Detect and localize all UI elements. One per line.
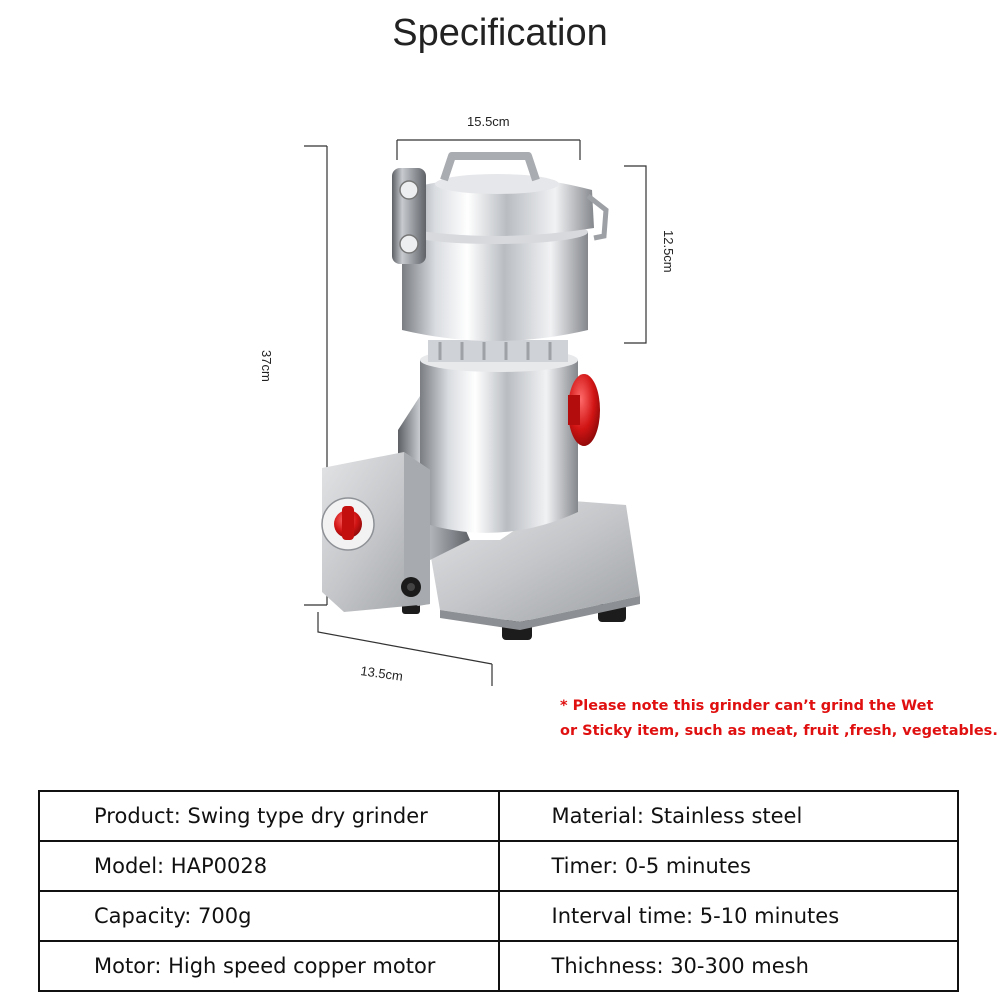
spec-product: Product: Swing type dry grinder (39, 791, 499, 841)
warning-note (560, 694, 998, 744)
spec-thickness: Thichness: 30-300 mesh (499, 941, 959, 991)
spec-timer: Timer: 0-5 minutes (499, 841, 959, 891)
dimension-depth-base: 13.5cm (359, 663, 404, 684)
spec-motor: Motor: High speed copper motor (39, 941, 499, 991)
spec-interval-time: Interval time: 5-10 minutes (499, 891, 959, 941)
dimension-height-lid: 12.5cm (661, 230, 676, 273)
spec-model: Model: HAP0028 (39, 841, 499, 891)
table-row (39, 891, 958, 941)
specification-table (38, 790, 959, 992)
table-row (39, 941, 958, 991)
dimension-width-top: 15.5cm (467, 114, 510, 129)
table-row (39, 791, 958, 841)
spec-capacity: Capacity: 700g (39, 891, 499, 941)
table-row (39, 841, 958, 891)
dimension-height-total: 37cm (259, 350, 274, 382)
warning-note-line-1: * Please note this grinder can’t grind the Wet (560, 698, 934, 714)
page-title: Specification (392, 12, 608, 54)
spec-material: Material: Stainless steel (499, 791, 959, 841)
warning-note-line-2: or Sticky item, such as meat, fruit ,fresh, vegetables. (560, 723, 998, 739)
grinder-body (322, 156, 640, 640)
